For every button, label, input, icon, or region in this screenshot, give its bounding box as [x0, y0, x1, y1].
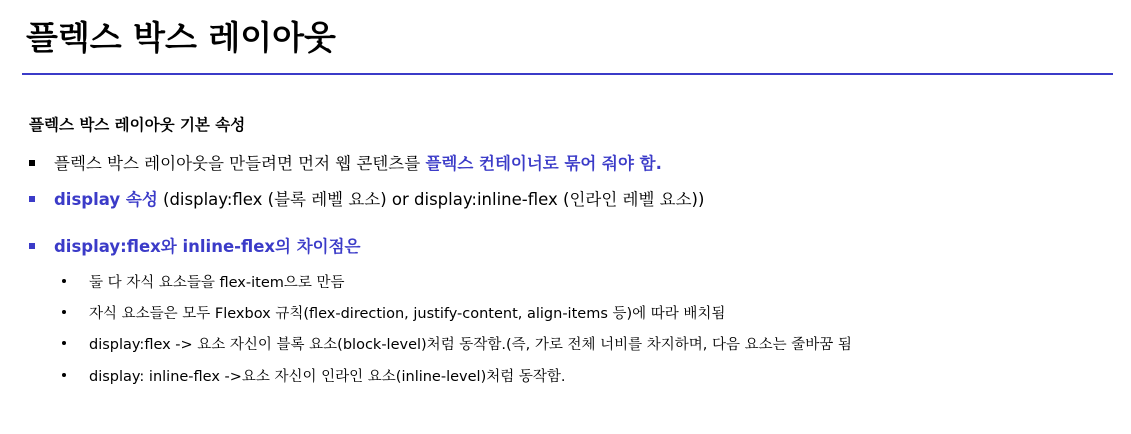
bullet-highlight: display:flex와 inline-flex의 차이점은: [54, 237, 361, 256]
sub-bullet-text: display: inline-flex ->요소 자신이 인라인 요소(inline-level)처럼 동작함.: [89, 369, 566, 385]
section-heading: 플렉스 박스 레이아웃 기본 속성: [29, 116, 246, 134]
square-bullet-icon: [29, 196, 35, 202]
bullet-text: (display:flex (블록 레벨 요소) or display:inline-flex (인라인 레벨 요소)): [157, 190, 705, 209]
dot-bullet-icon: [62, 373, 66, 377]
sub-bullet-text: 둘 다 자식 요소들을 flex-item으로 만듬: [89, 275, 345, 291]
sub-bullet-item: [62, 302, 725, 326]
dot-bullet-icon: [62, 279, 66, 283]
page-title: 플렉스 박스 레이아웃: [26, 18, 336, 57]
bullet-item-difference: [29, 235, 360, 259]
square-bullet-icon: [29, 243, 35, 249]
sub-bullet-text: 자식 요소들은 모두 Flexbox 규칙(flex-direction, justify-content, align-items 등)에 따라 배치됨: [89, 306, 726, 322]
sub-bullet-item: [62, 271, 345, 295]
sub-bullet-item: [62, 333, 852, 357]
sub-bullet-text: display:flex -> 요소 자신이 블록 요소(block-level)처럼 동작함.(즉, 가로 전체 너비를 차지하며, 다음 요소는 줄바꿈 됨: [89, 337, 852, 353]
dot-bullet-icon: [62, 341, 66, 345]
bullet-highlight: 플렉스 컨테이너로 묶어 줘야 함.: [425, 154, 662, 173]
title-divider: [22, 73, 1113, 75]
bullet-highlight: display 속성: [54, 190, 158, 209]
dot-bullet-icon: [62, 310, 66, 314]
square-bullet-icon: [29, 160, 35, 166]
bullet-item-display-property: [29, 188, 704, 212]
bullet-text: 플렉스 박스 레이아웃을 만들려면 먼저 웹 콘텐츠를: [54, 154, 426, 173]
bullet-item-wrap-contents: [29, 152, 662, 176]
sub-bullet-item: [62, 365, 565, 389]
